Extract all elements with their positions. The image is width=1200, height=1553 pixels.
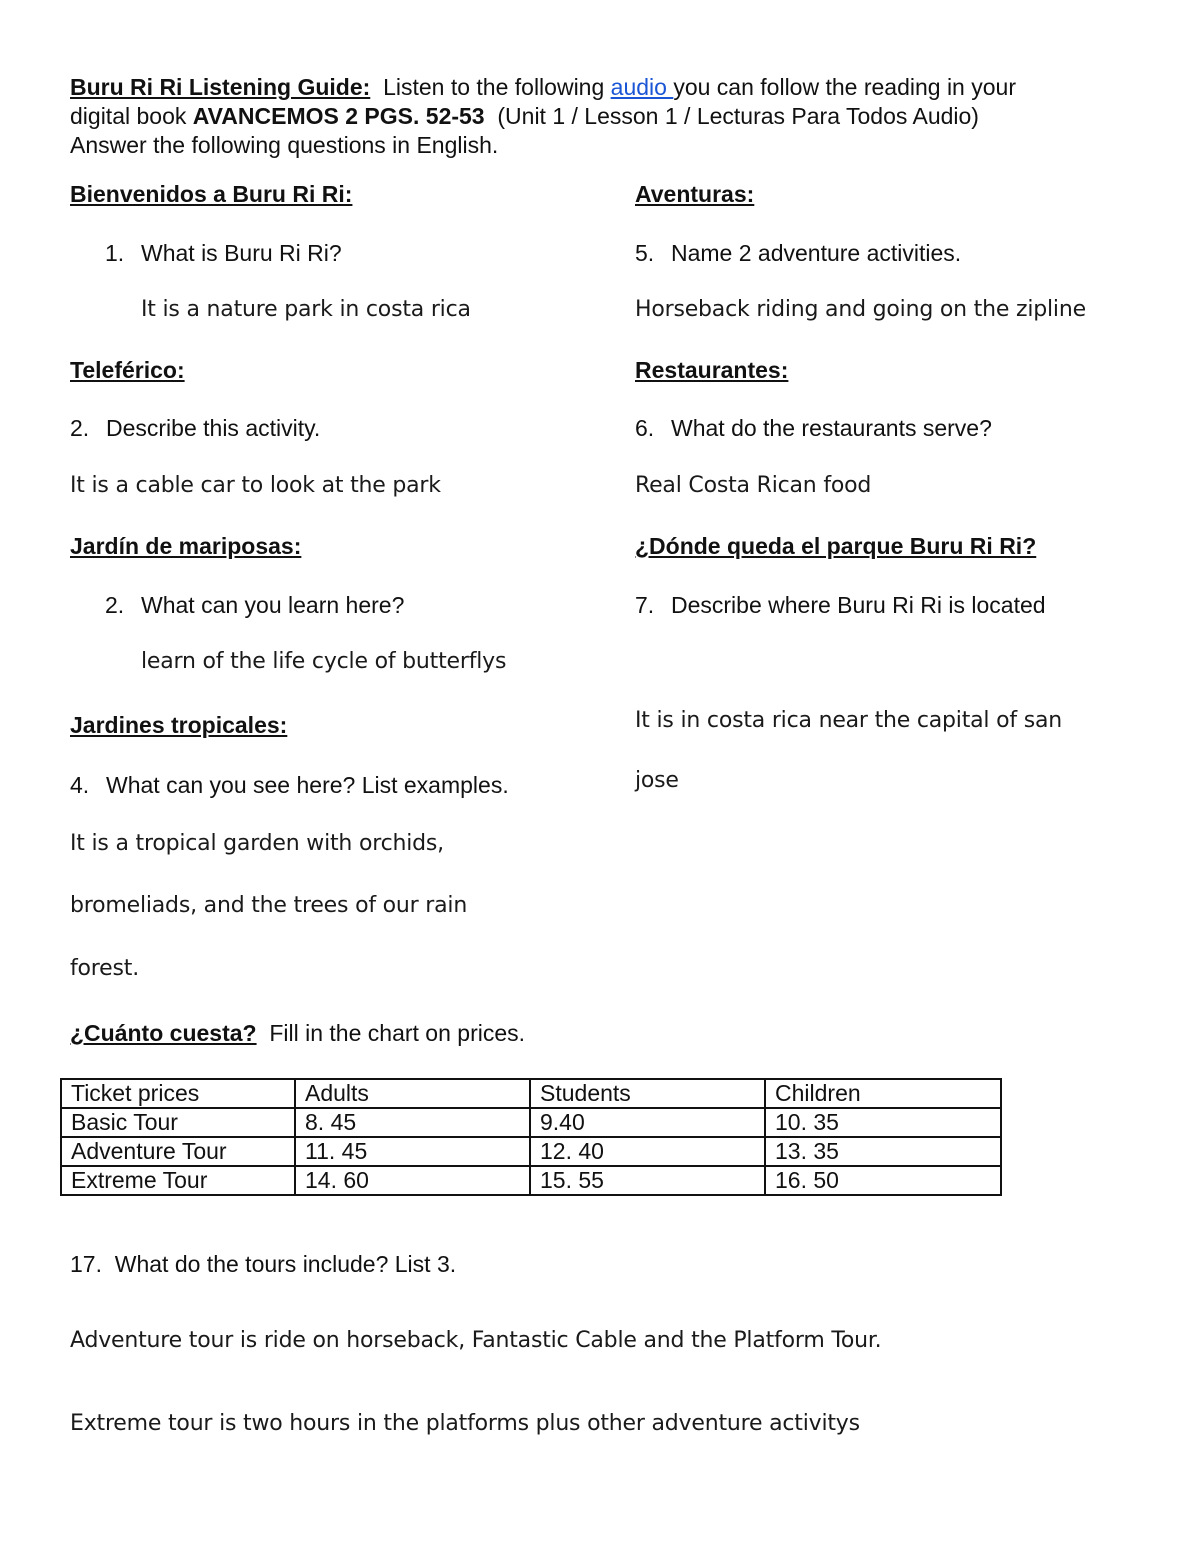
answer-7-line: jose	[635, 768, 679, 793]
question-1	[105, 239, 342, 268]
question-text: What can you see here? List examples.	[106, 772, 509, 798]
question-3	[105, 591, 404, 620]
answer-1: It is a nature park in costa rica	[141, 297, 471, 322]
section-heading-bienvenidos: Bienvenidos a Buru Ri Ri:	[70, 181, 353, 207]
question-text: What can you learn here?	[141, 592, 405, 618]
question-number: 6.	[635, 415, 655, 441]
table-cell: Adventure Tour	[61, 1137, 295, 1166]
table-cell: 15. 55	[530, 1166, 765, 1195]
table-cell: 11. 45	[295, 1137, 530, 1166]
section-heading-restaurantes: Restaurantes:	[635, 357, 789, 383]
question-text: Describe where Buru Ri Ri is located	[671, 592, 1046, 618]
question-6	[635, 414, 992, 443]
question-number: 2.	[70, 415, 90, 441]
intro-text: you can follow the reading in your	[673, 74, 1016, 100]
answer-7-line: It is in costa rica near the capital of san	[635, 708, 1063, 733]
intro-line-1	[70, 73, 1016, 102]
question-text: Describe this activity.	[106, 415, 321, 441]
table-cell: Basic Tour	[61, 1108, 295, 1137]
question-17	[70, 1250, 456, 1279]
answer-4-line: bromeliads, and the trees of our rain	[70, 893, 468, 918]
table-cell: Extreme Tour	[61, 1166, 295, 1195]
table-row	[61, 1108, 1001, 1137]
question-text: What do the tours include? List 3.	[114, 1251, 457, 1277]
answer-3: learn of the life cycle of butterflys	[141, 649, 507, 674]
audio-link[interactable]: audio	[610, 74, 674, 100]
table-header-cell: Children	[765, 1079, 1001, 1108]
ticket-prices-table	[60, 1078, 1002, 1196]
intro-text: Listen to the following	[383, 74, 605, 100]
table-cell: 9.40	[530, 1108, 765, 1137]
answer-17-adventure: Adventure tour is ride on horseback, Fantastic Cable and the Platform Tour.	[70, 1328, 882, 1353]
section-heading-jardines: Jardines tropicales:	[70, 712, 288, 738]
table-cell: 8. 45	[295, 1108, 530, 1137]
answer-4-line: forest.	[70, 956, 139, 981]
book-reference: AVANCEMOS 2 PGS. 52-53	[192, 103, 485, 129]
question-number: 1.	[105, 240, 125, 266]
guide-title: Buru Ri Ri Listening Guide:	[70, 74, 371, 100]
prices-prompt	[70, 1019, 525, 1048]
question-4	[70, 771, 509, 800]
prices-instruction: Fill in the chart on prices.	[269, 1020, 526, 1046]
question-text: What is Buru Ri Ri?	[141, 240, 342, 266]
intro-text: digital book	[70, 103, 187, 129]
table-header-cell: Ticket prices	[61, 1079, 295, 1108]
intro-text: (Unit 1 / Lesson 1 / Lecturas Para Todos Audio)	[497, 103, 979, 129]
table-header-cell: Students	[530, 1079, 765, 1108]
section-heading-cuanto-cuesta: ¿Cuánto cuesta?	[70, 1020, 257, 1046]
table-row	[61, 1137, 1001, 1166]
section-heading-aventuras: Aventuras:	[635, 181, 755, 207]
section-heading-teleferico: Teleférico:	[70, 357, 185, 383]
table-cell: 13. 35	[765, 1137, 1001, 1166]
section-heading-donde-queda: ¿Dónde queda el parque Buru Ri Ri?	[635, 533, 1037, 559]
question-number: 2.	[105, 592, 125, 618]
question-number: 17.	[70, 1251, 102, 1277]
table-row	[61, 1166, 1001, 1195]
question-number: 7.	[635, 592, 655, 618]
question-2	[70, 414, 320, 443]
table-header-cell: Adults	[295, 1079, 530, 1108]
table-cell: 14. 60	[295, 1166, 530, 1195]
question-text: What do the restaurants serve?	[671, 415, 992, 441]
question-5	[635, 239, 961, 268]
answer-5: Horseback riding and going on the zipline	[635, 297, 1086, 322]
answer-2: It is a cable car to look at the park	[70, 473, 441, 498]
section-heading-mariposas: Jardín de mariposas:	[70, 533, 302, 559]
table-cell: 12. 40	[530, 1137, 765, 1166]
intro-line-2	[70, 102, 979, 131]
question-text: Name 2 adventure activities.	[671, 240, 962, 266]
question-7	[635, 591, 1046, 620]
answer-17-extreme: Extreme tour is two hours in the platforms plus other adventure activitys	[70, 1411, 860, 1436]
table-cell: 16. 50	[765, 1166, 1001, 1195]
intro-instructions: Answer the following questions in English.	[70, 132, 499, 158]
table-cell: 10. 35	[765, 1108, 1001, 1137]
question-number: 4.	[70, 772, 90, 798]
answer-6: Real Costa Rican food	[635, 473, 872, 498]
answer-4-line: It is a tropical garden with orchids,	[70, 831, 444, 856]
table-header-row	[61, 1079, 1001, 1108]
question-number: 5.	[635, 240, 655, 266]
